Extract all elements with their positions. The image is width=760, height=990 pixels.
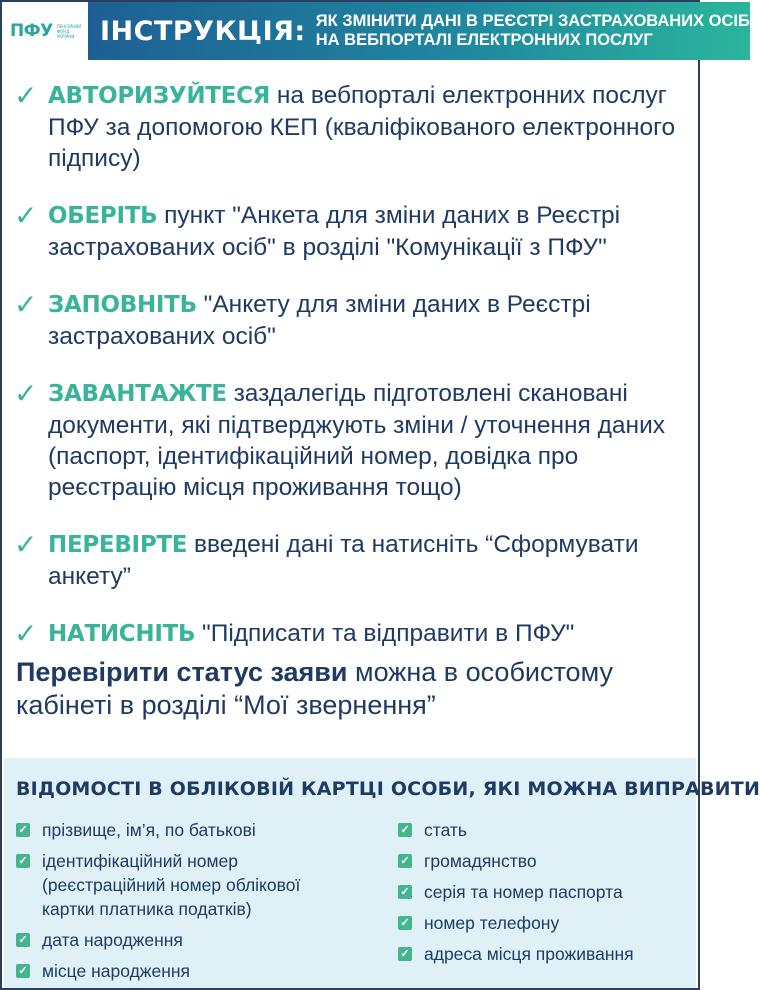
checkmark-icon: ✓ (14, 199, 38, 232)
checkbox-checked-icon: ✓ (16, 964, 30, 978)
checkbox-checked-icon: ✓ (16, 823, 30, 837)
checkmark-icon: ✓ (14, 288, 38, 321)
list-item-label: дата народження (42, 930, 183, 950)
steps-list (14, 80, 684, 676)
step-text: заздалегідь підготовлені скановані документи, які підтверджують зміни / уточнення даних (паспорт, ідентифікаційний номер, довідка про реєстрацію місця проживання тощо) (48, 380, 666, 501)
step-keyword: ЗАПОВНІТЬ (48, 292, 197, 318)
step-text: "Анкету для зміни даних в Реєстрі застрахованих осіб" (48, 291, 591, 350)
list-item-label: ідентифікаційний номер (реєстраційний номер облікової картки платника податків) (42, 851, 301, 919)
checkmark-icon: ✓ (14, 617, 38, 650)
list-item (398, 849, 688, 873)
list-item-label: стать (424, 820, 468, 840)
status-note-text: можна в особистому кабінеті в розділі “Мої звернення” (16, 657, 613, 720)
list-item-label: адреса місця проживання (424, 944, 634, 964)
list-item-label: громадянство (424, 851, 537, 871)
list-item (398, 911, 688, 935)
list-item-label: прізвище, ім’я, по батькові (42, 820, 256, 840)
step-item (14, 618, 684, 650)
step-text: введені дані та натисніть “Сформувати анкету” (48, 531, 639, 590)
subtitle-line-2: НА ВЕБПОРТАЛІ ЕЛЕКТРОННИХ ПОСЛУГ (315, 31, 653, 49)
checkbox-checked-icon: ✓ (398, 854, 412, 868)
list-item-label: місце народження (42, 961, 191, 981)
checkbox-checked-icon: ✓ (398, 916, 412, 930)
step-keyword: ЗАВАНТАЖТЕ (48, 381, 227, 407)
step-text: "Підписати та відправити в ПФУ" (195, 620, 575, 647)
subtitle-line-1: ЯК ЗМІНИТИ ДАНІ В РЕЄСТРІ ЗАСТРАХОВАНИХ ОСІБ (315, 12, 750, 30)
list-item (398, 818, 688, 842)
logo-text: ПЕНСІЙНИЙ ФОНД УКРАЇНИ (56, 23, 82, 39)
fields-column-left (16, 818, 376, 990)
step-text: пункт "Анкета для зміни даних в Реєстрі застрахованих осіб" в розділі "Комунікації з ПФУ" (48, 202, 621, 261)
checkbox-checked-icon: ✓ (398, 947, 412, 961)
step-keyword: АВТОРИЗУЙТЕСЯ (48, 83, 271, 109)
step-text: на вебпорталі електронних послуг ПФУ за допомогою КЕП (кваліфікованого електронного підпису) (48, 82, 676, 172)
list-item-label: номер телефону (424, 913, 560, 933)
pfu-logo (2, 2, 88, 60)
step-keyword: ОБЕРІТЬ (48, 203, 158, 229)
step-item (14, 200, 684, 263)
page-subtitle (316, 12, 750, 50)
status-note (16, 656, 686, 722)
logo-mark: ПФУ (10, 21, 53, 41)
list-item-label: серія та номер паспорта (424, 882, 623, 902)
checkmark-icon: ✓ (14, 528, 38, 561)
step-keyword: НАТИСНІТЬ (48, 621, 196, 647)
list-item (16, 928, 376, 952)
step-item (14, 378, 684, 503)
title-banner (88, 2, 750, 60)
header (2, 2, 750, 60)
editable-fields-panel (4, 758, 760, 988)
step-item (14, 289, 684, 352)
checkbox-checked-icon: ✓ (398, 885, 412, 899)
checkmark-icon: ✓ (14, 79, 38, 112)
page-title: ІНСТРУКЦІЯ: (100, 15, 306, 47)
panel-title: ВІДОМОСТІ В ОБЛІКОВІЙ КАРТЦІ ОСОБИ, ЯКІ МОЖНА ВИПРАВИТИ (16, 778, 760, 800)
list-item (16, 849, 376, 921)
checkbox-checked-icon: ✓ (398, 823, 412, 837)
checkbox-checked-icon: ✓ (16, 854, 30, 868)
step-keyword: ПЕРЕВІРТЕ (48, 532, 188, 558)
list-item (398, 880, 688, 904)
list-item (398, 942, 688, 966)
checkbox-checked-icon: ✓ (16, 933, 30, 947)
checkmark-icon: ✓ (14, 377, 38, 410)
list-item (16, 959, 376, 983)
fields-column-right (398, 818, 688, 973)
step-item (14, 80, 684, 174)
status-note-bold: Перевірити статус заяви (16, 657, 348, 687)
list-item (16, 818, 376, 842)
step-item (14, 529, 684, 592)
